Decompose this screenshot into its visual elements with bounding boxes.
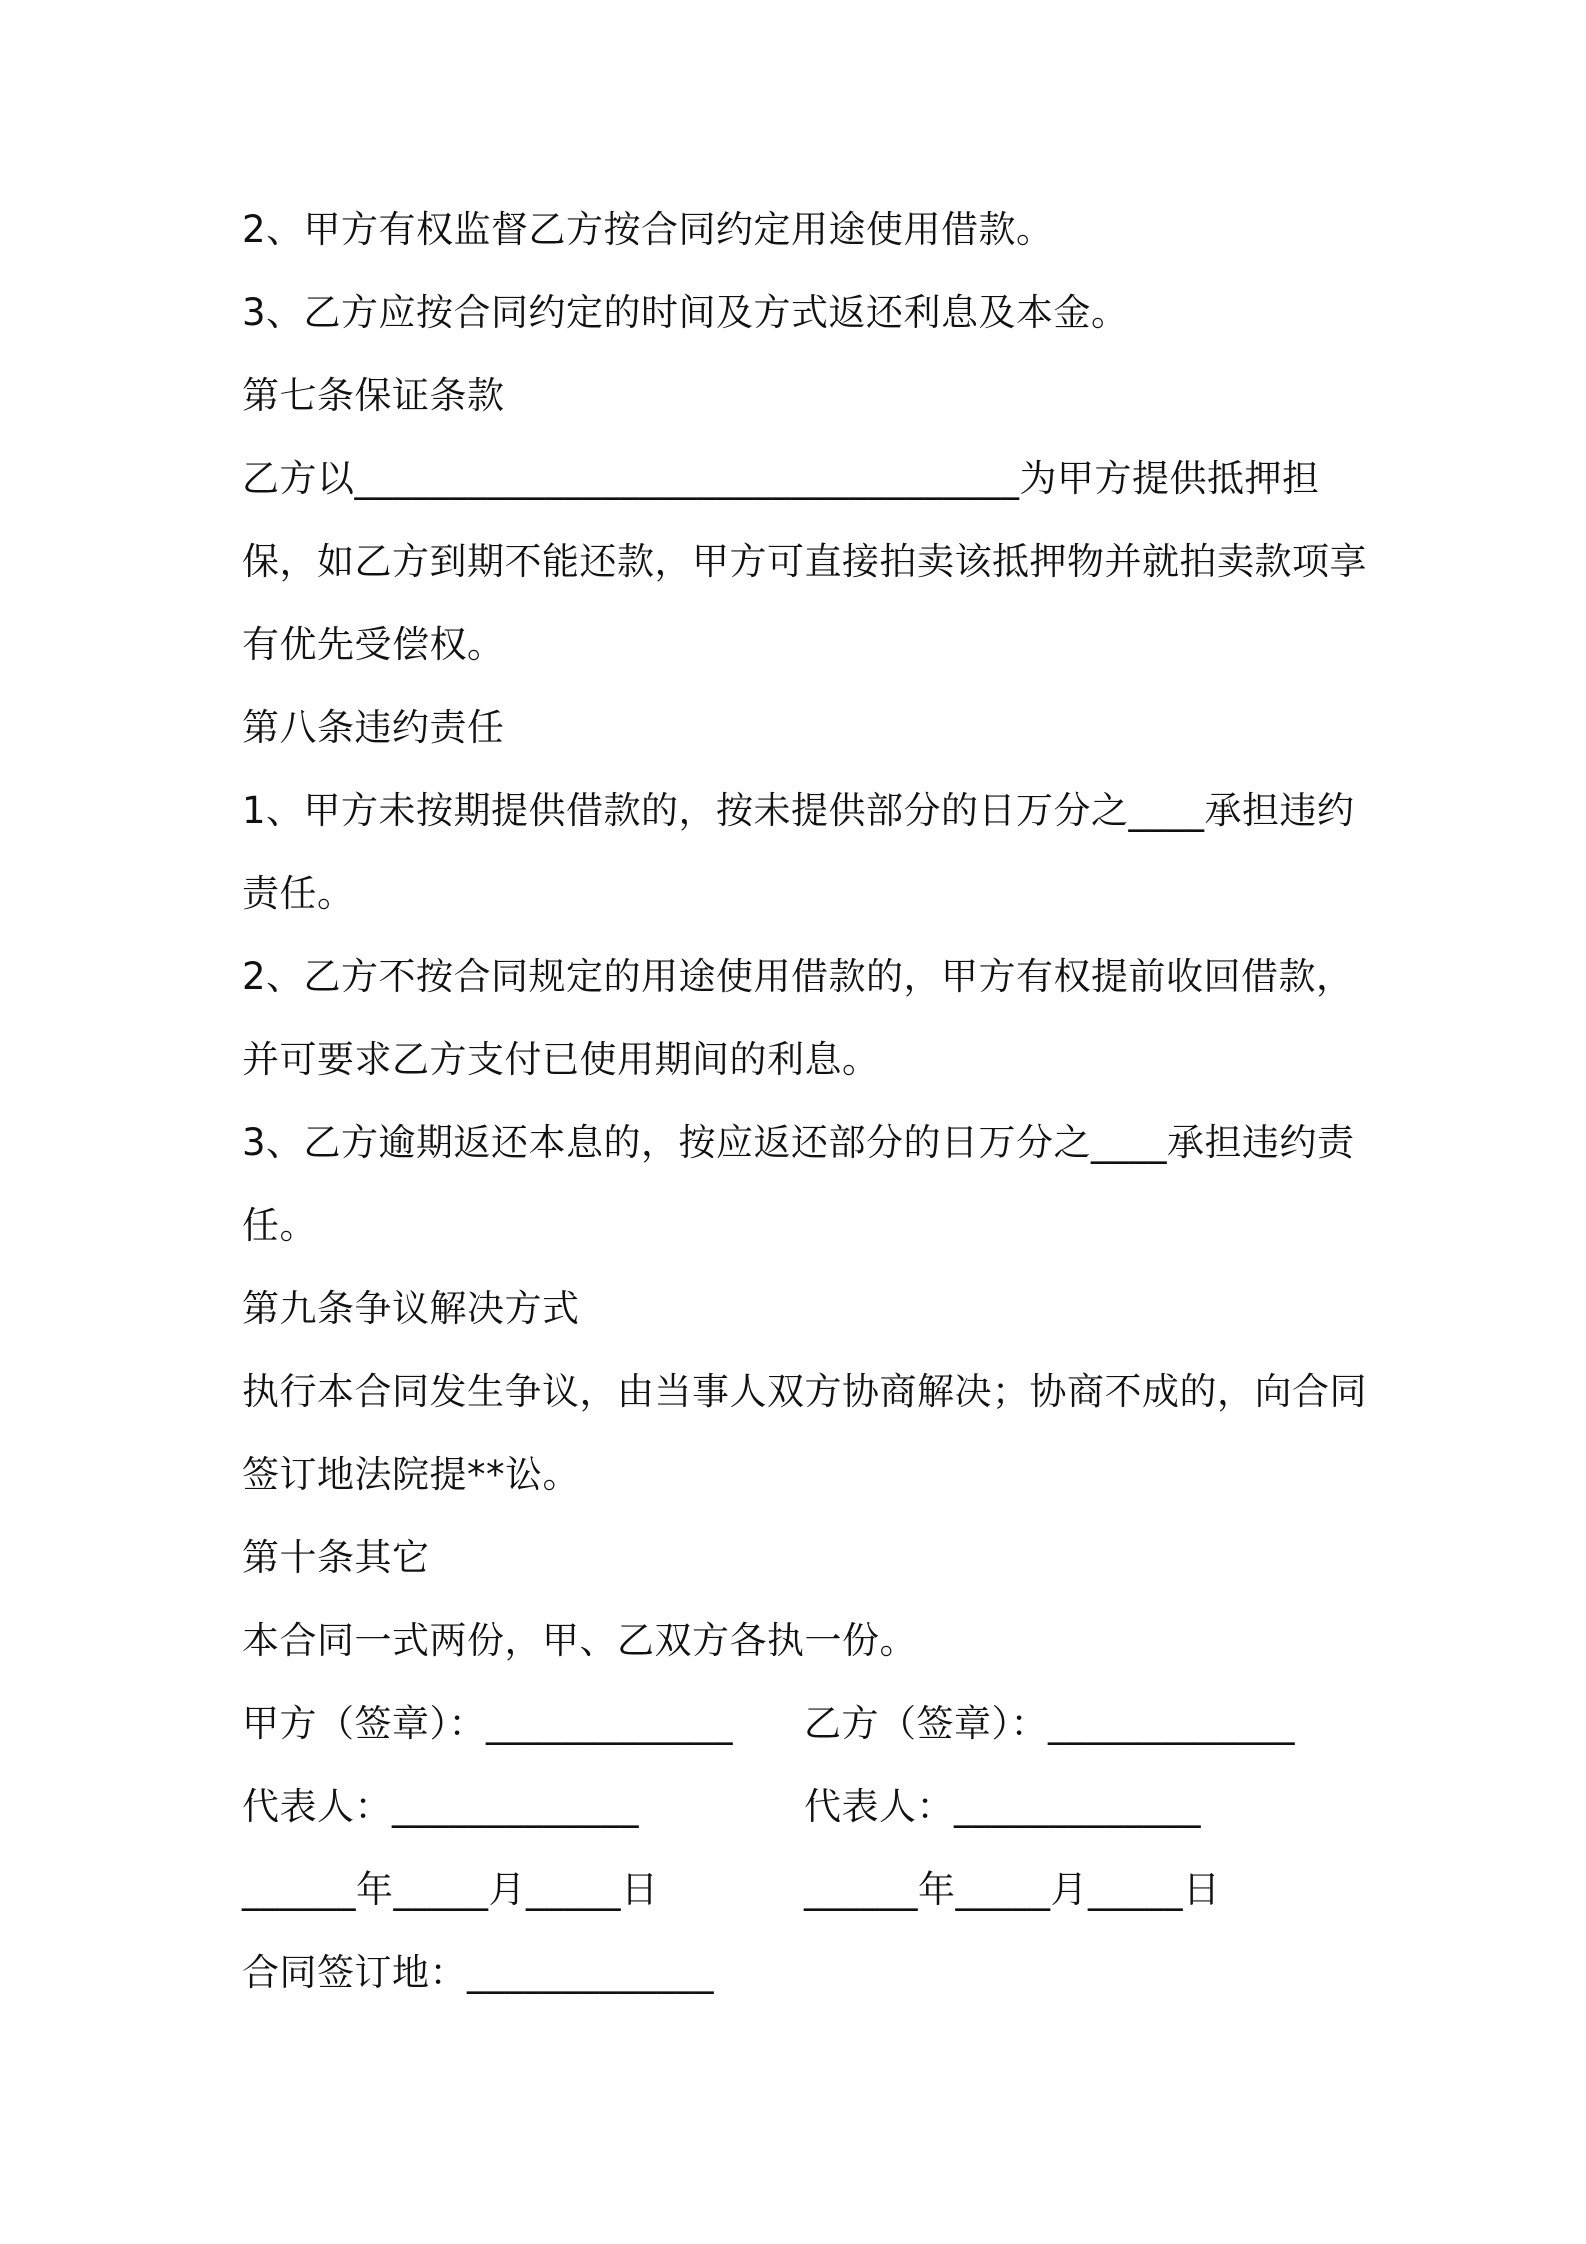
- clause-7-text-line-3: 有优先受偿权。: [242, 623, 505, 666]
- clause-10-text: 本合同一式两份，甲、乙双方各执一份。: [242, 1619, 917, 1662]
- clause-8-item-2-line-2: 并可要求乙方支付已使用期间的利息。: [242, 1038, 880, 1081]
- clause-7-text-line-2: 保，如乙方到期不能还款，甲方可直接拍卖该抵押物并就拍卖款项享: [242, 540, 1367, 583]
- party-a-date: ______年_____月_____日: [242, 1868, 659, 1911]
- signing-place: 合同签订地：_____________: [242, 1951, 714, 1994]
- party-b-date: ______年_____月_____日: [804, 1868, 1221, 1911]
- clause-9-text-line-2: 签订地法院提**讼。: [242, 1453, 580, 1496]
- signature-representative-row: [242, 1782, 1362, 1832]
- clause-8-item-3-line-1: 3、乙方逾期返还本息的，按应返还部分的日万分之____承担违约责: [242, 1121, 1355, 1164]
- party-b-seal: 乙方（签章）：_____________: [804, 1702, 1295, 1745]
- party-a-representative: 代表人：_____________: [242, 1785, 639, 1828]
- clause-8-item-1-line-2: 责任。: [242, 872, 355, 915]
- party-b-representative: 代表人：_____________: [804, 1785, 1201, 1828]
- party-a-seal: 甲方（签章）：_____________: [242, 1702, 733, 1745]
- clause-6-item-2: 2、甲方有权监督乙方按合同约定用途使用借款。: [242, 208, 1054, 251]
- clause-7-text-line-1: 乙方以___________________________________为甲方提供抵押担: [242, 457, 1320, 500]
- clause-8-item-2-line-1: 2、乙方不按合同规定的用途使用借款的，甲方有权提前收回借款，: [242, 955, 1354, 998]
- clause-10-heading: 第十条其它: [242, 1536, 430, 1579]
- signature-seal-row: [242, 1699, 1362, 1749]
- clause-8-item-3-line-2: 任。: [242, 1204, 317, 1247]
- clause-8-item-1-line-1: 1、甲方未按期提供借款的，按未提供部分的日万分之____承担违约: [242, 789, 1355, 832]
- clause-8-heading: 第八条违约责任: [242, 706, 505, 749]
- clause-6-item-3: 3、乙方应按合同约定的时间及方式返还利息及本金。: [242, 291, 1129, 334]
- signature-date-row: [242, 1865, 1362, 1915]
- clause-9-heading: 第九条争议解决方式: [242, 1287, 580, 1330]
- clause-9-text-line-1: 执行本合同发生争议，由当事人双方协商解决；协商不成的，向合同: [242, 1370, 1367, 1413]
- clause-7-heading: 第七条保证条款: [242, 374, 505, 417]
